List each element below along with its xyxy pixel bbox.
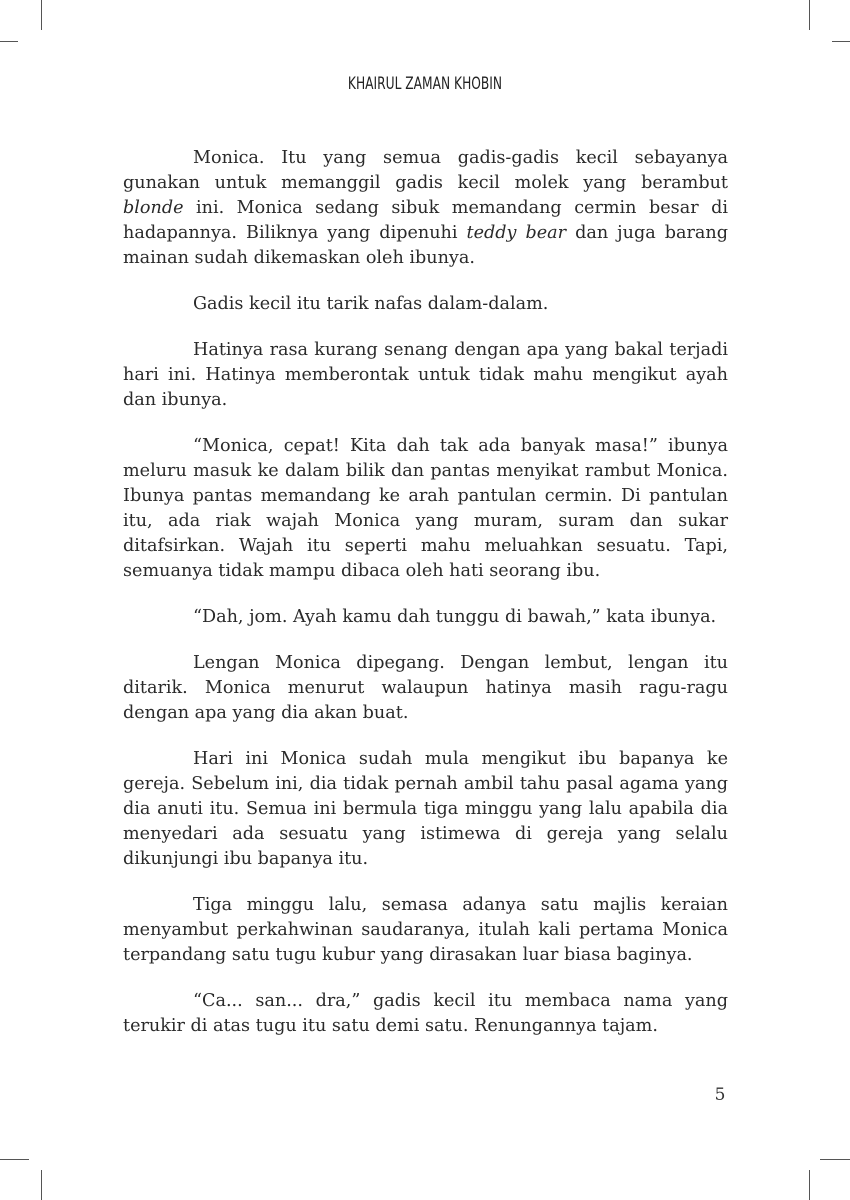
page-number: 5 (714, 1085, 726, 1105)
body-text (123, 146, 728, 1060)
paragraph: Lengan Monica dipegang. Dengan lembut, lengan itu ditarik. Monica menurut walaupun hatinya masih ragu-ragu dengan apa yang dia akan buat. (123, 653, 728, 723)
crop-mark-top-left-vertical (41, 0, 42, 30)
crop-mark-bottom-right-horizontal (820, 1159, 850, 1160)
paragraph: “Ca... san... dra,” gadis kecil itu membaca nama yang terukir di atas tugu itu satu demi satu. Renungannya tajam. (123, 991, 728, 1036)
crop-mark-top-right-horizontal (832, 41, 850, 42)
text-run: Monica. Itu yang semua gadis-gadis kecil sebayanya gunakan untuk memanggil gadis kecil molek yang berambut (123, 148, 728, 193)
crop-mark-bottom-left-vertical (41, 1170, 42, 1200)
paragraph: “Dah, jom. Ayah kamu dah tunggu di bawah,” kata ibunya. (193, 607, 717, 627)
paragraph: “Monica, cepat! Kita dah tak ada banyak masa!” ibunya meluru masuk ke dalam bilik dan pantas menyikat rambut Monica. Ibunya pantas memandang ke arah pantulan cermin. Di pantulan itu, ada riak wajah Monica yang muram, suram dan sukar ditafsirkan. Wajah itu seperti mahu meluahkan sesuatu. Tapi, semuanya tidak mampu dibaca oleh hati seorang ibu. (123, 436, 728, 581)
crop-mark-top-right-vertical (809, 0, 810, 30)
paragraph: Tiga minggu lalu, semasa adanya satu majlis keraian menyambut perkahwinan saudaranya, itulah kali pertama Monica terpandang satu tugu kubur yang dirasakan luar biasa baginya. (123, 895, 728, 965)
crop-mark-top-left-horizontal (0, 41, 18, 42)
text-run: ini. Monica sedang sibuk memandang cermin besar di hadapannya. Biliknya yang dipenuhi (123, 198, 728, 243)
crop-mark-bottom-right-vertical (809, 1170, 810, 1200)
paragraph: Hari ini Monica sudah mula mengikut ibu bapanya ke gereja. Sebelum ini, dia tidak pernah ambil tahu pasal agama yang dia anuti itu. Semua ini bermula tiga minggu yang lalu apabila dia menyedari ada sesuatu yang istimewa di gereja yang selalu dikunjungi ibu bapanya itu. (123, 749, 728, 869)
italic-text-run: blonde (123, 198, 184, 218)
text-run: dan juga barang mainan sudah dikemaskan oleh ibunya. (123, 223, 728, 268)
italic-text-run: teddy bear (466, 223, 567, 243)
crop-mark-bottom-left-horizontal (0, 1159, 29, 1160)
paragraph (123, 146, 728, 271)
paragraph: Gadis kecil itu tarik nafas dalam-dalam. (193, 294, 549, 314)
paragraph: Hatinya rasa kurang senang dengan apa yang bakal terjadi hari ini. Hatinya memberontak untuk tidak mahu mengikut ayah dan ibunya. (123, 340, 728, 410)
running-header: KHAIRUL ZAMAN KHOBIN (347, 74, 503, 94)
